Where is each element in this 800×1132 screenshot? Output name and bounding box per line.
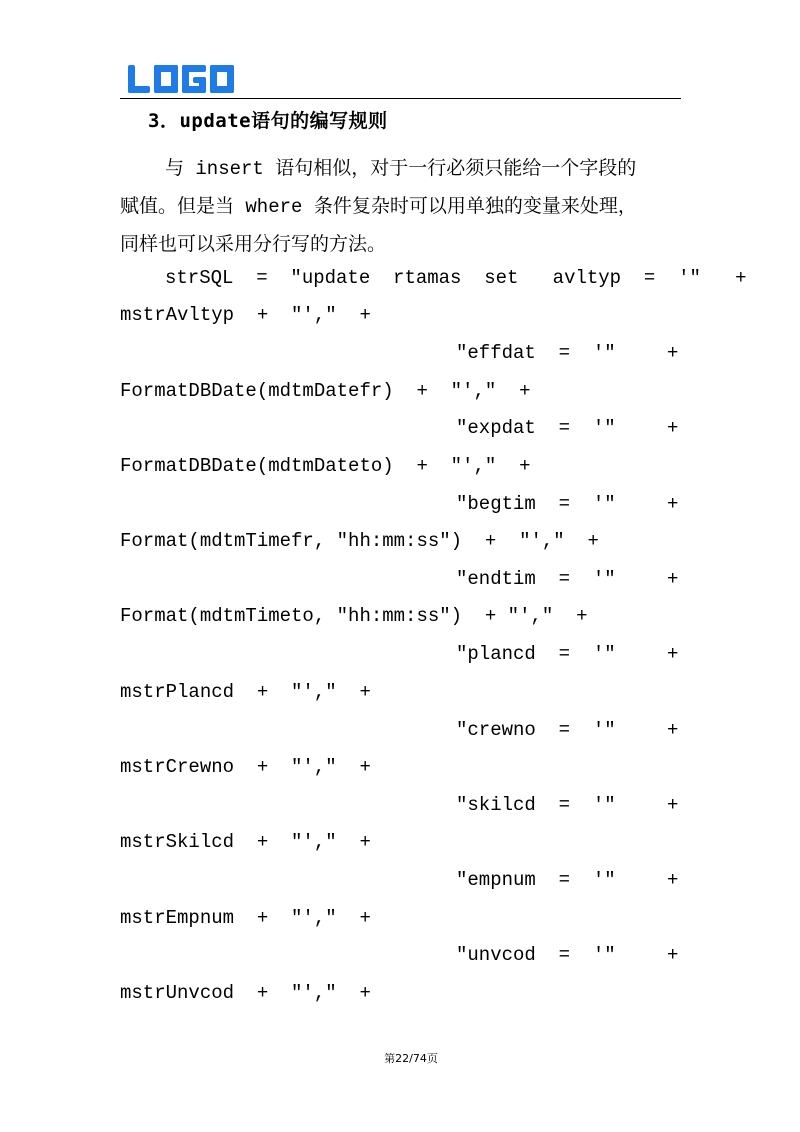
code-field-cont: mstrSkilcd + "'," +	[120, 831, 371, 854]
code-field-cont: mstrEmpnum + "'," +	[120, 906, 371, 929]
code-field-head: "unvcod = '"	[456, 944, 616, 967]
code-field-plus: +	[667, 492, 679, 515]
code-field-head: "skilcd = '"	[456, 793, 616, 816]
paragraph-line: 同样也可以采用分行写的方法。	[120, 234, 387, 256]
code-field-cont: Format(mdtmTimefr, "hh:mm:ss") + "'," +	[120, 530, 599, 553]
code-field-head: "plancd = '"	[456, 643, 616, 666]
code-field-cont: mstrUnvcod + "'," +	[120, 981, 371, 1004]
code-field-cont: Format(mdtmTimeto, "hh:mm:ss") + "'," +	[120, 605, 588, 628]
code-field-cont: FormatDBDate(mdtmDateto) + "'," +	[120, 454, 531, 477]
code-field-plus: +	[667, 793, 679, 816]
code-line-cont: mstrAvltyp + "'," +	[120, 304, 371, 326]
paragraph-line: 赋值。但是当 where 条件复杂时可以用单独的变量来处理，	[120, 196, 637, 218]
code-field-plus: +	[667, 342, 679, 364]
code-field-cont: FormatDBDate(mdtmDatefr) + "'," +	[120, 379, 531, 402]
code-field-plus: +	[667, 567, 679, 590]
code-line-first: strSQL = "update rtamas set avltyp = '" +	[165, 267, 747, 289]
code-field-head: "effdat = '"	[456, 342, 616, 364]
code-field-plus: +	[667, 643, 679, 666]
logo-image	[128, 62, 238, 96]
section-heading: 3．update语句的编写规则	[148, 110, 388, 132]
paragraph-line: 与 insert 语句相似，对于一行必须只能给一个字段的	[165, 158, 637, 180]
code-field-cont: mstrPlancd + "'," +	[120, 680, 371, 703]
code-field-head: "crewno = '"	[456, 718, 616, 741]
code-field-plus: +	[667, 417, 679, 440]
code-field-plus: +	[667, 869, 679, 892]
code-field-head: "expdat = '"	[456, 417, 616, 440]
code-field-head: "empnum = '"	[456, 869, 616, 892]
code-field-cont: mstrCrewno + "'," +	[120, 756, 371, 778]
code-field-head: "endtim = '"	[456, 567, 616, 590]
code-field-head: "begtim = '"	[456, 492, 616, 515]
page-number: 第22/74页	[384, 1052, 438, 1065]
code-field-plus: +	[667, 718, 679, 741]
header-rule	[120, 98, 681, 99]
code-field-plus: +	[667, 944, 679, 967]
